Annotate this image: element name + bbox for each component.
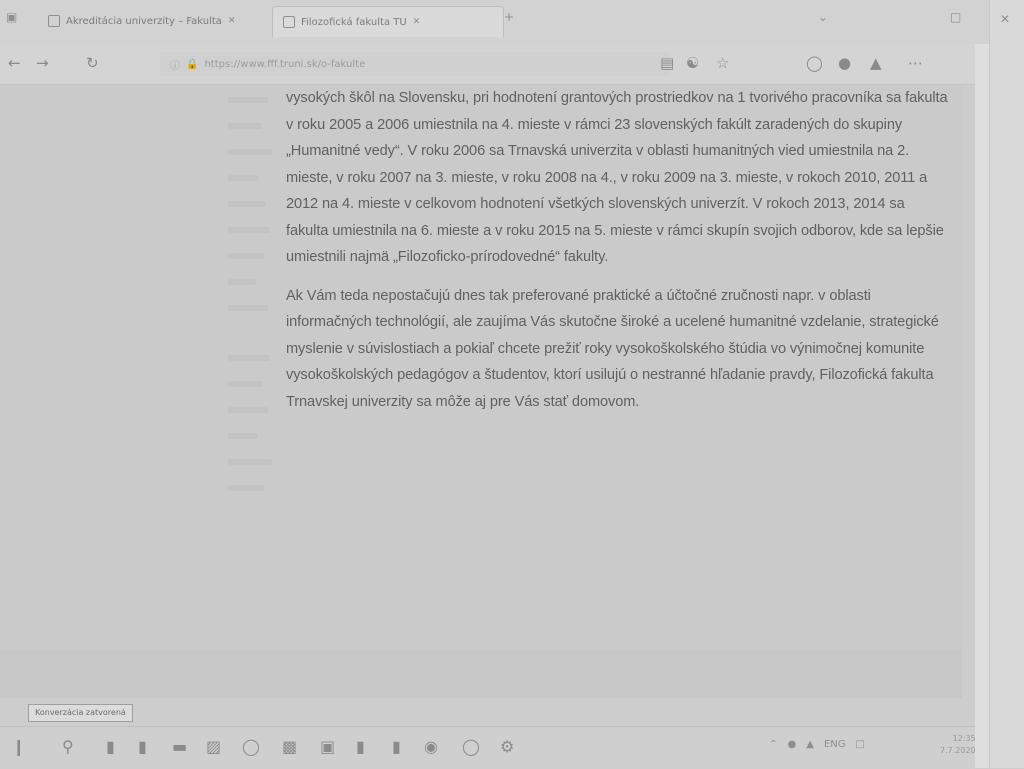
app-icon[interactable]: ▮ bbox=[138, 737, 147, 756]
tab-1[interactable] bbox=[30, 6, 282, 36]
ghost-nav-line bbox=[228, 227, 270, 233]
article-body bbox=[286, 85, 950, 427]
file-explorer-icon[interactable]: ▬ bbox=[172, 737, 188, 756]
search-icon[interactable]: ⚲ bbox=[62, 737, 74, 756]
ghost-nav-line bbox=[228, 355, 270, 361]
notifications-icon[interactable]: □ bbox=[855, 739, 865, 750]
tab-favicon-icon bbox=[283, 16, 295, 28]
tab-2[interactable] bbox=[272, 6, 504, 37]
article-paragraph: vysokých škôl na Slovensku, pri hodnotení grantových prostriedkov na 1 tvorivého pracovníka sa fakulta v roku 2005 a 2006 umiestnila na 4. mieste v rámci 23 slovenských fakúlt zaradených do skupiny „Humanitné vedy“. V roku 2006 sa Trnavská univerzita v oblasti humanitných vied umiestnila na 2. mieste, v roku 2007 na 3. mieste, v roku 2008 na 4., v roku 2009 na 3. mieste, v rokoch 2010, 2011 a 2012 na 4. mieste v celkovom hodnotení všetkých slovenských univerzít. V rokoch 2013, 2014 sa fakulta umiestnila na 6. mieste a v roku 2015 na 5. mieste v rámci skupín svojich odborov, kde sa lepšie umiestnili najmä „Filozoficko-prírodovedné“ fakulty. bbox=[286, 90, 948, 265]
close-window-icon[interactable]: ✕ bbox=[1000, 12, 1011, 26]
tray-language[interactable]: ENG bbox=[823, 739, 846, 750]
close-tab-icon[interactable]: ✕ bbox=[227, 16, 236, 26]
forward-arrow-icon[interactable]: → bbox=[36, 54, 49, 72]
tab-2-title: Filozofická fakulta TU bbox=[301, 16, 407, 28]
tab-actions-icon[interactable]: ▣ bbox=[6, 10, 18, 24]
ghost-nav-line bbox=[228, 381, 262, 387]
ghost-nav-line bbox=[228, 201, 266, 207]
tab-favicon-icon bbox=[48, 15, 60, 27]
article-paragraph: Ak Vám teda nepostačujú dnes tak preferované praktické a účtočné zručnosti napr. v oblasti informačných technológií, ale zaujíma Vás skutočne široké a ucelené humanitné vzdelanie, strategické myslenie v súvislostiach a pokiaľ chcete prežiť roky vysokoškolského štúdia vo výnimočnej komunite vysokoškolských pedagógov a študentov, ktorí usilujú o nestranné hľadanie pravdy, Filozofická fakulta Trnavskej univerzity sa môže aj pre Vás stať domovom. bbox=[286, 287, 939, 410]
start-icon[interactable]: ❙ bbox=[12, 737, 26, 756]
app-icon[interactable]: ⚙ bbox=[500, 737, 515, 756]
ghost-nav-line bbox=[228, 485, 264, 491]
reader-view-icon[interactable]: ▤ bbox=[660, 54, 675, 72]
browser-icon[interactable]: ◯ bbox=[242, 737, 260, 756]
notification-chip[interactable]: Konverzácia zatvorená bbox=[28, 704, 133, 722]
ghost-nav-line bbox=[228, 97, 268, 103]
lock-icon: 🔒 bbox=[186, 58, 199, 70]
tab-list-chevron-icon[interactable]: ⌄ bbox=[818, 10, 829, 24]
extensions-icon[interactable]: ▲ bbox=[870, 54, 882, 72]
ghost-nav-line bbox=[228, 459, 272, 465]
ghost-nav-line bbox=[228, 433, 258, 439]
app-icon[interactable]: ▮ bbox=[356, 737, 365, 756]
app-icon[interactable]: ▮ bbox=[392, 737, 401, 756]
clock-time: 12:35 bbox=[952, 734, 976, 743]
left-sidebar bbox=[0, 85, 260, 650]
collections-icon[interactable]: ◯ bbox=[806, 54, 823, 72]
url-text: https://www.fff.truni.sk/o-fakulte bbox=[204, 58, 366, 70]
browser-toolbar bbox=[0, 44, 975, 85]
network-icon[interactable]: ● bbox=[787, 739, 797, 750]
ghost-nav-line bbox=[228, 253, 264, 259]
tab-strip bbox=[0, 0, 1024, 44]
restore-window-icon[interactable]: □ bbox=[950, 10, 962, 24]
favorite-star-icon[interactable]: ☆ bbox=[716, 54, 730, 72]
refresh-icon[interactable]: ↻ bbox=[86, 54, 99, 72]
app-icon[interactable]: ◉ bbox=[424, 737, 438, 756]
app-icon[interactable]: ▨ bbox=[206, 737, 222, 756]
clock-date: 7.7.2020 bbox=[940, 746, 976, 755]
ghost-nav-line bbox=[228, 123, 262, 129]
volume-icon[interactable]: ▲ bbox=[806, 739, 814, 750]
translate-icon[interactable]: ☯ bbox=[686, 54, 700, 72]
close-tab-icon[interactable]: ✕ bbox=[412, 17, 421, 27]
app-icon[interactable]: ▩ bbox=[282, 737, 298, 756]
tab-1-title: Akreditácia univerzity – Fakulta bbox=[66, 15, 222, 27]
ghost-nav-line bbox=[228, 279, 256, 285]
app-icon[interactable]: ▣ bbox=[320, 737, 336, 756]
tray-chevron-icon[interactable]: ⌃ bbox=[769, 739, 778, 750]
vertical-scrollbar[interactable] bbox=[975, 44, 989, 768]
new-tab-button[interactable]: + bbox=[504, 10, 515, 24]
profile-icon[interactable]: ● bbox=[838, 54, 852, 72]
ghost-nav-line bbox=[228, 149, 272, 155]
back-arrow-icon[interactable]: ← bbox=[8, 54, 21, 72]
page-footer-band bbox=[0, 650, 962, 698]
taskbar bbox=[0, 726, 975, 769]
system-tray bbox=[769, 739, 865, 750]
window-edge-strip bbox=[989, 0, 1024, 768]
ghost-nav-line bbox=[228, 407, 268, 413]
address-bar[interactable] bbox=[160, 52, 670, 76]
taskbar-clock[interactable] bbox=[940, 733, 976, 757]
site-info-icon[interactable]: ⓘ bbox=[170, 60, 180, 72]
settings-menu-icon[interactable]: ⋯ bbox=[908, 54, 923, 72]
ghost-nav-line bbox=[228, 175, 258, 181]
task-view-icon[interactable]: ▮ bbox=[106, 737, 115, 756]
ghost-nav-line bbox=[228, 305, 268, 311]
page-content bbox=[0, 85, 962, 650]
app-icon[interactable]: ◯ bbox=[462, 737, 480, 756]
